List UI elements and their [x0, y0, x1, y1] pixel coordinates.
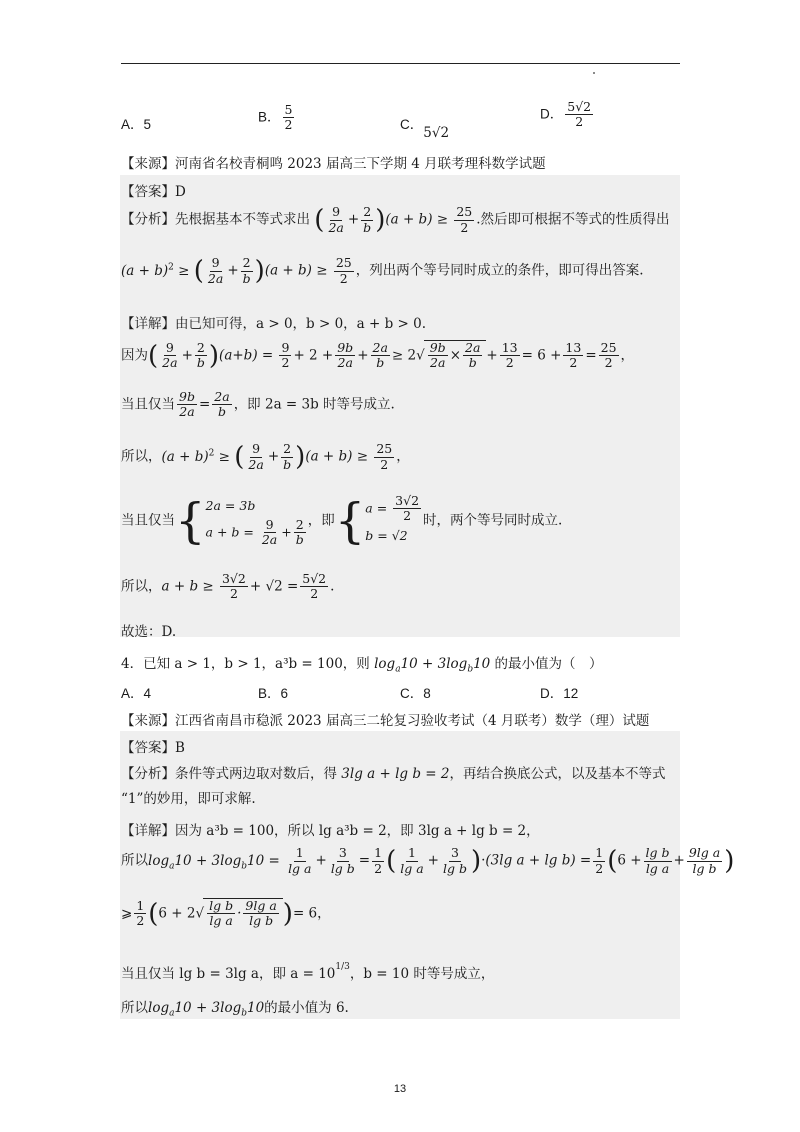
q4-min-text: 的最小值为 6. [264, 1000, 349, 1016]
q4-detail-line3: ⩾ $\frac{1}{2}$ (6 + 2√ $\frac{\text{lg b}}{\text{lg a}}$ · $\frac{\text{9lg a}}{\text{lg b}}$ )= 6， [121, 898, 331, 929]
q3-final: 故选：D. [121, 624, 177, 640]
analysis-text: 先根据基本不等式求出 [175, 211, 310, 228]
option-a: A．5 [121, 117, 152, 132]
q4-detail-text: 因为 a³b = 100，所以 lg a³b = 2，即 3lg a + lg b = 2， [175, 823, 540, 839]
q3-detail-line2: 因为( $\frac{9}{2a}$ + $\frac{2}{b}$ )(a+b) = $\frac{9}{2}$ + 2 + $\frac{9b}{2a}$ + $\frac{2a}{b}$ ≥ 2√ $\frac{9b}{2a}$ × $\frac{2a}{b}$ + $\frac{13}{2}$ = 6 + $\frac{13}{2}$ = $\frac{25}{2}$ ， [121, 340, 635, 371]
analysis-text-2: .然后即可根据不等式的性质得出 [476, 211, 670, 228]
q4-ge-end: = 6， [292, 905, 331, 922]
q4-option-c: C．8 [400, 686, 431, 701]
header-rule [121, 63, 680, 64]
option-b-den: 2 [284, 117, 293, 133]
option-c-label: C． [400, 117, 424, 132]
q4-detail-line5: 所以$\log_a10 + 3\log_b10$的最小值为 6. [121, 1000, 349, 1019]
equal-condition-text: ，即 2a = 3b 时等号成立. [233, 396, 395, 413]
detail-label: 【详解】 [121, 316, 175, 332]
q3-detail-line3: 当且仅当 $\frac{9b}{2a}$ = $\frac{2a}{b}$ ，即 2a = 3b 时等号成立. [121, 389, 395, 420]
analysis-text-3: ，列出两个等号同时成立的条件，即可得出答案. [355, 262, 644, 279]
q3-analysis-line2: $(a + b)^2$ ≥ ( $\frac{9}{2a}$ + $\frac{2}{b}$ )(a + b) ≥ $\frac{25}{2}$ ，列出两个等号同时成立的条件，即可得出答案. [121, 255, 644, 286]
q4-analysis-label: 【分析】 [121, 766, 175, 782]
q4-when-only-2: ，b = 10 时等号成立， [349, 966, 495, 982]
option-b [258, 103, 296, 133]
that-is-label: ，即 [307, 512, 335, 529]
when-only-label: 当且仅当 [121, 396, 175, 413]
option-d [540, 100, 595, 130]
analysis-label: 【分析】 [121, 211, 175, 228]
option-b-num: 5 [284, 102, 293, 117]
option-c [400, 113, 450, 141]
q4-analysis-line1: 【分析】条件等式两边取对数后，得 3lg a + lg b = 2，再结合换底公式，以及基本不等式 [121, 766, 666, 782]
option-d-num: 5√2 [567, 99, 592, 114]
q4-stem: 4．已知 a > 1，b > 1，a³b = 100，则 $\log_a10 + 3\log_b10$ 的最小值为（ ） [121, 656, 603, 675]
q4-detail-line4: 当且仅当 lg b = 3lg a，即 $a = 10^{1/3}$，b = 10 时等号成立， [121, 961, 495, 982]
q4-option-d: D．12 [540, 686, 579, 701]
q3-source: 【来源】河南省名校青桐鸣 2023 届高三下学期 4 月联考理科数学试题 [121, 156, 546, 172]
when-only-label-2: 当且仅当 [121, 512, 175, 529]
option-d-den: 2 [575, 114, 584, 130]
so-label-2: 所以， [121, 578, 162, 595]
q3-detail-line6: 所以，a + b ≥ $\frac{3√2}{2}$ + √2 = $\frac{5√2}{2}$ . [121, 571, 335, 602]
q3-detail-line5: 当且仅当{ 2a = 3b a + b = $\frac{9}{2a}$ + $\frac{2}{b}$ ，即{ a = $\frac{3√2}{2}$ b = √2 时，两个等号同时成立. [121, 492, 563, 549]
q4-analysis-line2: “1”的妙用，即可求解. [121, 791, 256, 807]
q3-answer: 【答案】D [121, 184, 186, 200]
q4-analysis-text: 条件等式两边取对数后，得 [175, 766, 342, 782]
because-label: 因为 [121, 347, 148, 364]
q3-detail-line4: 所以，$(a + b)^2$ ≥ ( $\frac{9}{2a}$ + $\frac{2}{b}$ )(a + b) ≥ $\frac{25}{2}$ ， [121, 441, 410, 472]
q3-detail-line1 [121, 312, 426, 332]
so-label: 所以， [121, 448, 162, 465]
q4-option-b: B．6 [258, 686, 289, 701]
both-equal-text: 时，两个等号同时成立. [423, 512, 563, 529]
q4-so-label: 所以 [121, 852, 148, 869]
q4-detail-label: 【详解】 [121, 823, 175, 839]
q3-analysis-line1: 【分析】先根据基本不等式求出 ( $\frac{9}{2a}$ + $\frac{2}{b}$ )(a + b) ≥ $\frac{25}{2}$ .然后即可根据不等式的性质得出 [121, 204, 670, 235]
q4-min-label: 所以 [121, 1000, 148, 1016]
q4-when-only: 当且仅当 lg b = 3lg a，即 a = 10 [121, 966, 336, 982]
detail-text: 由已知可得，a > 0，b > 0，a + b > 0. [175, 316, 427, 332]
option-b-label: B． [258, 109, 281, 125]
option-c-value: 5√2 [423, 125, 450, 141]
q4-stem-text: 4．已知 a > 1，b > 1，a³b = 100，则 [121, 656, 375, 672]
q4-source: 【来源】江西省南昌市稳派 2023 届高三二轮复习验收考试（4 月联考）数学（理）试题 [121, 713, 650, 729]
q4-option-a: A．4 [121, 686, 152, 701]
q4-detail-line1 [121, 819, 540, 839]
q4-stem-text-2: 的最小值为（ ） [490, 656, 603, 672]
q4-answer: 【答案】B [121, 740, 185, 756]
q4-analysis-text-2: ，再结合换底公式，以及基本不等式 [449, 766, 666, 782]
header-dot [593, 72, 595, 74]
page-number: 13 [393, 1083, 407, 1095]
option-d-label: D． [540, 106, 564, 122]
q4-detail-line2: 所以$\log_a10 + 3\log_b10$ = $\frac{1}{\text{lg a}}$ + $\frac{3}{\text{lg b}}$ = $\frac{1}{2}$ ( $\frac{1}{\text{lg a}}$ + $\frac{3}{\text{lg b}}$ )·(3lg a + lg b) = $\frac{1}{2}$ (6 + $\frac{\text{lg b}}{\text{lg a}}$ + $\frac{\text{9lg a}}{\text{lg b}}$ ) [121, 845, 735, 876]
